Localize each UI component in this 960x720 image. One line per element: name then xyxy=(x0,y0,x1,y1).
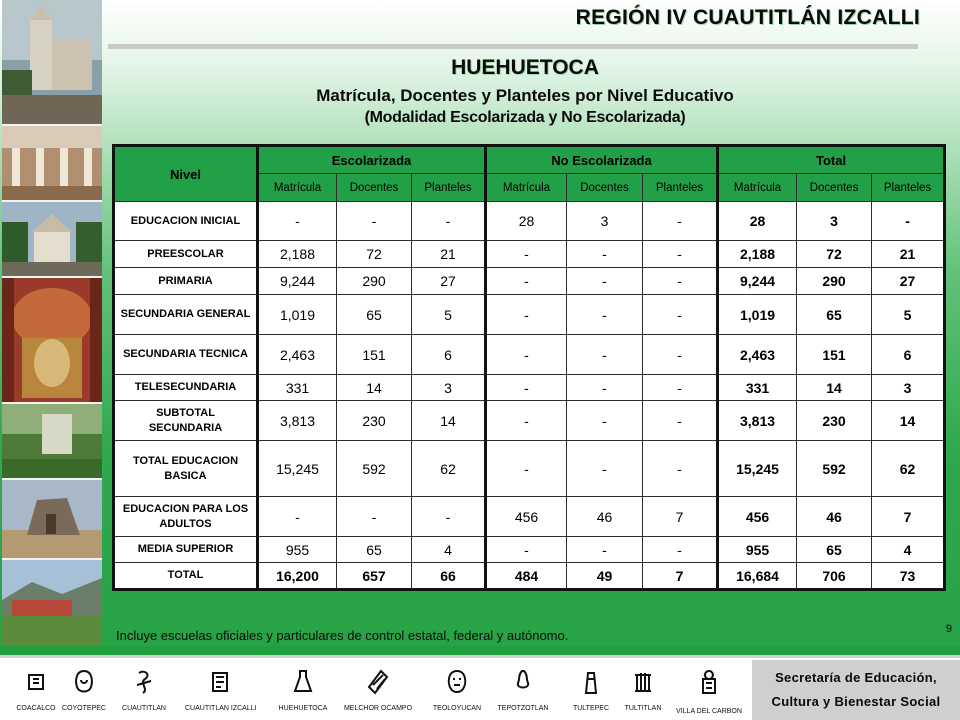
value-cell: 5 xyxy=(412,295,486,335)
value-cell: 7 xyxy=(872,497,945,537)
municipality-label: COACALCO xyxy=(16,705,56,712)
municipality-label: TEOLOYUCAN xyxy=(432,705,482,712)
subcolumn-header: Planteles xyxy=(643,174,718,202)
municipality-emblem xyxy=(278,658,328,720)
modality-subtitle: (Modalidad Escolarizada y No Escolarizada) xyxy=(364,109,686,126)
cuautitlan-emblem-icon xyxy=(131,666,157,698)
value-cell: 65 xyxy=(337,537,412,563)
table-row xyxy=(114,537,945,563)
value-cell: - xyxy=(258,497,337,537)
value-cell: 2,463 xyxy=(718,335,797,375)
table-row xyxy=(114,497,945,537)
value-cell: - xyxy=(337,202,412,241)
value-cell: - xyxy=(567,401,643,441)
municipality-emblem xyxy=(572,658,610,720)
value-cell: - xyxy=(643,401,718,441)
level-cell: EDUCACION INICIAL xyxy=(114,202,258,241)
value-cell: 27 xyxy=(872,268,945,295)
value-cell: 456 xyxy=(718,497,797,537)
education-table xyxy=(112,144,946,591)
subcolumn-header: Planteles xyxy=(872,174,945,202)
value-cell: 230 xyxy=(337,401,412,441)
value-cell: - xyxy=(486,401,567,441)
value-cell: 331 xyxy=(718,375,797,401)
page-number: 9 xyxy=(945,623,952,635)
municipality-emblem xyxy=(122,658,166,720)
value-cell: 65 xyxy=(337,295,412,335)
value-cell: - xyxy=(643,268,718,295)
cuautitlan-izcalli-emblem-icon xyxy=(207,666,233,698)
value-cell: 9,244 xyxy=(258,268,337,295)
value-cell: - xyxy=(258,202,337,241)
value-cell: - xyxy=(337,497,412,537)
municipality-emblem xyxy=(676,658,742,720)
municipality-label: VILLA DEL CARBON xyxy=(676,708,742,715)
value-cell: 1,019 xyxy=(258,295,337,335)
municipality-label: CUAUTITLAN IZCALLI xyxy=(185,705,257,712)
tepotzotlan-emblem-icon xyxy=(510,666,536,698)
value-cell: 6 xyxy=(872,335,945,375)
municipality-emblem xyxy=(432,658,482,720)
value-cell: - xyxy=(567,295,643,335)
value-cell: 4 xyxy=(872,537,945,563)
value-cell: 16,684 xyxy=(718,563,797,590)
value-cell: 14 xyxy=(797,375,872,401)
value-cell: 3,813 xyxy=(258,401,337,441)
value-cell: 16,200 xyxy=(258,563,337,590)
value-cell: 27 xyxy=(412,268,486,295)
value-cell: 290 xyxy=(337,268,412,295)
value-cell: 5 xyxy=(872,295,945,335)
level-cell: SECUNDARIA GENERAL xyxy=(114,295,258,335)
level-cell: SECUNDARIA TECNICA xyxy=(114,335,258,375)
huehuetoca-emblem-icon xyxy=(290,666,316,698)
municipality-emblem xyxy=(62,658,106,720)
value-cell: - xyxy=(567,241,643,268)
value-cell: 72 xyxy=(337,241,412,268)
subcolumn-header: Docentes xyxy=(337,174,412,202)
value-cell: 4 xyxy=(412,537,486,563)
tultitlan-emblem-icon xyxy=(630,666,656,698)
value-cell: - xyxy=(486,375,567,401)
value-cell: 230 xyxy=(797,401,872,441)
value-cell: 15,245 xyxy=(718,441,797,497)
municipality-emblem xyxy=(185,658,257,720)
value-cell: 1,019 xyxy=(718,295,797,335)
value-cell: 456 xyxy=(486,497,567,537)
municipality-label: COYOTEPEC xyxy=(62,705,106,712)
value-cell: - xyxy=(643,295,718,335)
subcolumn-header: Matrícula xyxy=(258,174,337,202)
value-cell: 14 xyxy=(872,401,945,441)
header-divider xyxy=(108,44,918,49)
value-cell: 7 xyxy=(643,563,718,590)
level-header: Nivel xyxy=(114,146,258,202)
value-cell: 62 xyxy=(872,441,945,497)
table-row xyxy=(114,202,945,241)
altar-photo xyxy=(2,278,102,404)
value-cell: 955 xyxy=(258,537,337,563)
kiosk-photo xyxy=(2,202,102,278)
value-cell: - xyxy=(643,241,718,268)
villa-del-carbon-emblem-icon xyxy=(696,666,722,698)
value-cell: - xyxy=(567,537,643,563)
value-cell: 2,463 xyxy=(258,335,337,375)
value-cell: - xyxy=(567,441,643,497)
subcolumn-header: Planteles xyxy=(412,174,486,202)
value-cell: 9,244 xyxy=(718,268,797,295)
value-cell: 72 xyxy=(797,241,872,268)
municipality-label: TEPOTZOTLAN xyxy=(497,705,549,712)
table-row xyxy=(114,241,945,268)
municipality-label: TULTEPEC xyxy=(572,705,610,712)
value-cell: - xyxy=(643,335,718,375)
value-cell: - xyxy=(412,497,486,537)
value-cell: - xyxy=(486,268,567,295)
value-cell: 14 xyxy=(412,401,486,441)
municipality-label: TULTITLAN xyxy=(624,705,662,712)
municipality-label: HUEHUETOCA xyxy=(278,705,328,712)
level-cell: PREESCOLAR xyxy=(114,241,258,268)
value-cell: 706 xyxy=(797,563,872,590)
arcade-photo xyxy=(2,126,102,202)
teoloyucan-emblem-icon xyxy=(444,666,470,698)
value-cell: - xyxy=(567,335,643,375)
value-cell: 46 xyxy=(567,497,643,537)
table-row xyxy=(114,401,945,441)
value-cell: 657 xyxy=(337,563,412,590)
footnote: Incluye escuelas oficiales y particulares de control estatal, federal y autónomo. xyxy=(116,628,569,643)
subcolumn-header: Matrícula xyxy=(486,174,567,202)
table-row xyxy=(114,375,945,401)
value-cell: 21 xyxy=(412,241,486,268)
value-cell: 28 xyxy=(486,202,567,241)
secretaria-box xyxy=(752,660,960,720)
value-cell: 15,245 xyxy=(258,441,337,497)
value-cell: 2,188 xyxy=(258,241,337,268)
value-cell: 73 xyxy=(872,563,945,590)
municipality-emblem xyxy=(343,658,413,720)
value-cell: 46 xyxy=(797,497,872,537)
value-cell: 3 xyxy=(797,202,872,241)
subcolumn-header: Docentes xyxy=(567,174,643,202)
value-cell: - xyxy=(486,241,567,268)
level-cell: PRIMARIA xyxy=(114,268,258,295)
value-cell: - xyxy=(567,375,643,401)
municipality-label: MELCHOR OCAMPO xyxy=(343,705,413,712)
municipality-label: CUAUTITLAN xyxy=(122,705,166,712)
group-header-total: Total xyxy=(718,146,945,174)
value-cell: 49 xyxy=(567,563,643,590)
level-cell: MEDIA SUPERIOR xyxy=(114,537,258,563)
table-row xyxy=(114,335,945,375)
value-cell: - xyxy=(872,202,945,241)
value-cell: 484 xyxy=(486,563,567,590)
value-cell: 65 xyxy=(797,537,872,563)
value-cell: - xyxy=(567,268,643,295)
value-cell: 290 xyxy=(797,268,872,295)
value-cell: - xyxy=(643,441,718,497)
table-body xyxy=(114,202,945,590)
value-cell: 66 xyxy=(412,563,486,590)
level-cell: TOTAL xyxy=(114,563,258,590)
table-row xyxy=(114,441,945,497)
value-cell: 6 xyxy=(412,335,486,375)
coyotepec-emblem-icon xyxy=(71,666,97,698)
value-cell: 3 xyxy=(412,375,486,401)
value-cell: - xyxy=(412,202,486,241)
value-cell: 62 xyxy=(412,441,486,497)
level-cell: SUBTOTAL SECUNDARIA xyxy=(114,401,258,441)
ruins-photo xyxy=(2,480,102,560)
value-cell: 7 xyxy=(643,497,718,537)
municipality-emblem xyxy=(624,658,662,720)
value-cell: 3,813 xyxy=(718,401,797,441)
value-cell: - xyxy=(643,375,718,401)
group-header-row xyxy=(114,146,945,174)
value-cell: 14 xyxy=(337,375,412,401)
value-cell: 955 xyxy=(718,537,797,563)
tultepec-emblem-icon xyxy=(578,666,604,698)
value-cell: 592 xyxy=(797,441,872,497)
subcolumn-header: Matrícula xyxy=(718,174,797,202)
coacalco-emblem-icon xyxy=(23,666,49,698)
municipality-title: HUEHUETOCA xyxy=(451,56,599,79)
level-cell: TOTAL EDUCACION BASICA xyxy=(114,441,258,497)
value-cell: - xyxy=(643,537,718,563)
table-row xyxy=(114,563,945,590)
secretaria-line2: Cultura y Bienestar Social xyxy=(771,694,941,709)
value-cell: - xyxy=(486,441,567,497)
region-title: REGIÓN IV CUAUTITLÁN IZCALLI xyxy=(575,6,920,29)
level-cell: EDUCACION PARA LOS ADULTOS xyxy=(114,497,258,537)
value-cell: - xyxy=(486,295,567,335)
secretaria-line1: Secretaría de Educación, xyxy=(775,670,937,685)
group-header-escolarizada: Escolarizada xyxy=(258,146,486,174)
value-cell: 3 xyxy=(567,202,643,241)
value-cell: 65 xyxy=(797,295,872,335)
value-cell: - xyxy=(486,537,567,563)
garden-photo xyxy=(2,404,102,480)
table-row xyxy=(114,295,945,335)
value-cell: 151 xyxy=(337,335,412,375)
value-cell: 151 xyxy=(797,335,872,375)
level-cell: TELESECUNDARIA xyxy=(114,375,258,401)
table-row xyxy=(114,268,945,295)
melchor-ocampo-emblem-icon xyxy=(365,666,391,698)
value-cell: 592 xyxy=(337,441,412,497)
value-cell: 3 xyxy=(872,375,945,401)
landscape-photo xyxy=(2,560,102,650)
value-cell: 2,188 xyxy=(718,241,797,268)
value-cell: - xyxy=(486,335,567,375)
subcolumn-header: Docentes xyxy=(797,174,872,202)
value-cell: 331 xyxy=(258,375,337,401)
table-subtitle: Matrícula, Docentes y Planteles por Nivel Educativo xyxy=(316,86,734,105)
municipality-emblem xyxy=(497,658,549,720)
footer-green-band xyxy=(0,646,960,655)
municipality-emblem xyxy=(16,658,56,720)
value-cell: 28 xyxy=(718,202,797,241)
group-header-no-escolarizada: No Escolarizada xyxy=(486,146,718,174)
value-cell: 21 xyxy=(872,241,945,268)
value-cell: - xyxy=(643,202,718,241)
